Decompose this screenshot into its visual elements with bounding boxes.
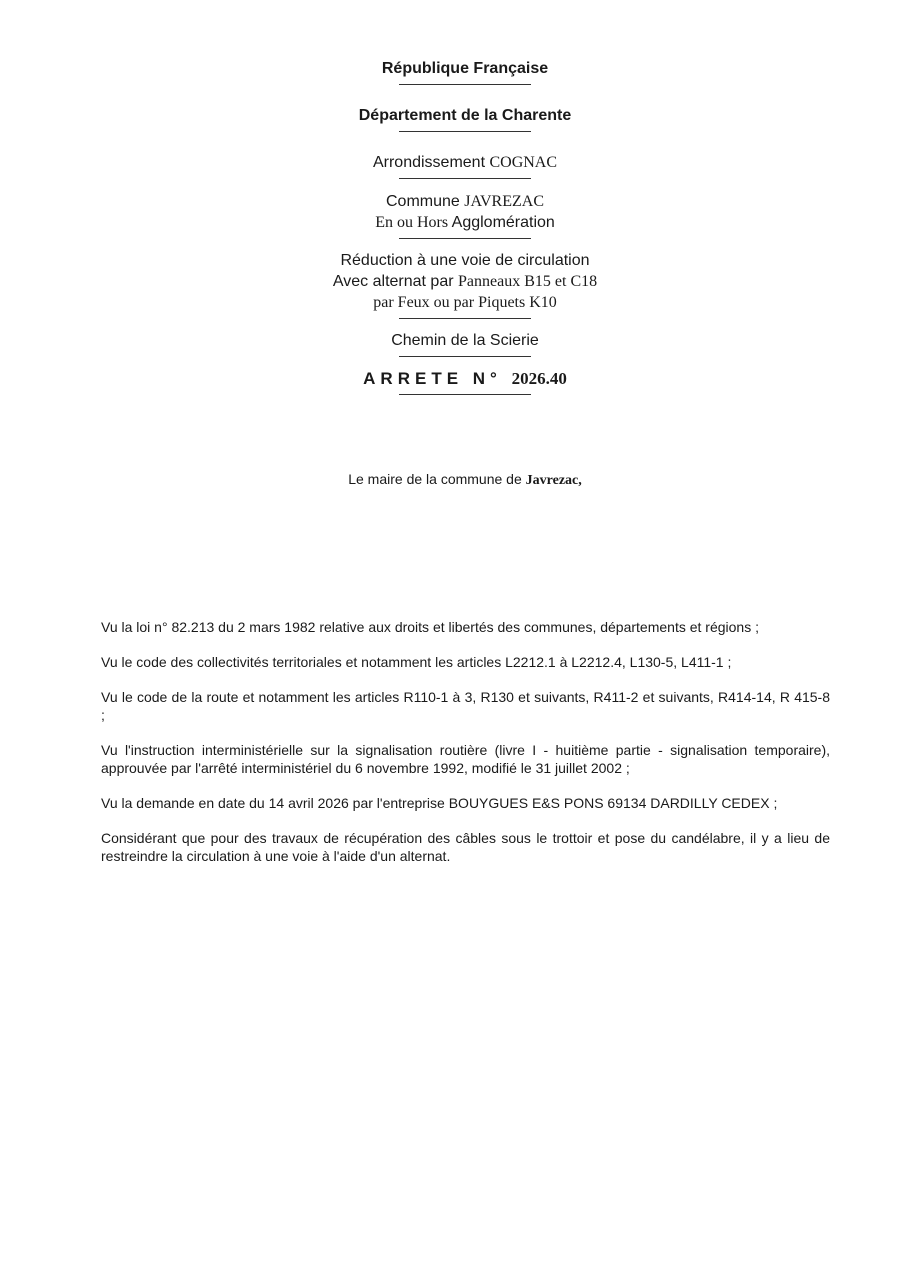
considerant-paragraph: Vu le code des collectivités territoriales et notamment les articles L2212.1 à L2212.4, L130-5, L411-1 ; bbox=[101, 654, 732, 670]
alternat-line bbox=[0, 271, 900, 292]
agglomeration-prefix: En ou Hors bbox=[375, 214, 449, 231]
arrete-title bbox=[0, 368, 900, 389]
arrete-label: ARRETE N° bbox=[363, 369, 502, 388]
agglomeration-line bbox=[0, 212, 900, 233]
considerant-paragraph: Considérant que pour des travaux de récupération des câbles sous le trottoir et pose du candélabre, il y a lieu de restreindre la circulation à une voie à l'aide d'un alternat. bbox=[101, 830, 830, 864]
considerant-paragraph: Vu la loi n° 82.213 du 2 mars 1982 relative aux droits et libertés des communes, départements et régions ; bbox=[101, 619, 759, 635]
arrete-number: 2026.40 bbox=[511, 369, 567, 388]
republique-title: République Française bbox=[381, 60, 549, 77]
divider bbox=[399, 394, 531, 395]
arrondissement-name: COGNAC bbox=[489, 154, 558, 171]
maire-line bbox=[0, 470, 900, 490]
considerant-paragraph: Vu l'instruction interministérielle sur la signalisation routière (livre I - huitième partie - signalisation temporaire), approuvée par l'arrêté interministériel du 6 novembre 1992, modifié le 31 juillet 2002 ; bbox=[101, 742, 830, 776]
commune-name: JAVREZAC bbox=[464, 193, 544, 210]
arrondissement-label: Arrondissement bbox=[372, 154, 486, 171]
considerant-paragraph: Vu la demande en date du 14 avril 2026 par l'entreprise BOUYGUES E&S PONS 69134 DARDILLY CEDEX ; bbox=[101, 795, 778, 811]
reduction-line: Réduction à une voie de circulation bbox=[340, 252, 590, 269]
chemin-line: Chemin de la Scierie bbox=[391, 332, 539, 349]
maire-prefix: Le maire de la commune de bbox=[348, 471, 522, 487]
document-header bbox=[0, 58, 900, 395]
feux-line: par Feux ou par Piquets K10 bbox=[373, 294, 557, 311]
alternat-prefix: Avec alternat par bbox=[332, 273, 454, 290]
considerant-paragraph: Vu le code de la route et notamment les articles R110-1 à 3, R130 et suivants, R411-2 et suivants, R414-14, R 415-8 ; bbox=[101, 689, 830, 723]
commune-line bbox=[0, 191, 900, 212]
departement-title: Département de la Charente bbox=[358, 107, 572, 124]
commune-label: Commune bbox=[386, 193, 460, 210]
alternat-suffix: Panneaux B15 et C18 bbox=[458, 273, 598, 290]
maire-commune: Javrezac, bbox=[525, 473, 582, 488]
agglomeration-word: Agglomération bbox=[451, 214, 555, 231]
considerants-section bbox=[101, 618, 830, 882]
arrondissement-line bbox=[0, 152, 900, 173]
